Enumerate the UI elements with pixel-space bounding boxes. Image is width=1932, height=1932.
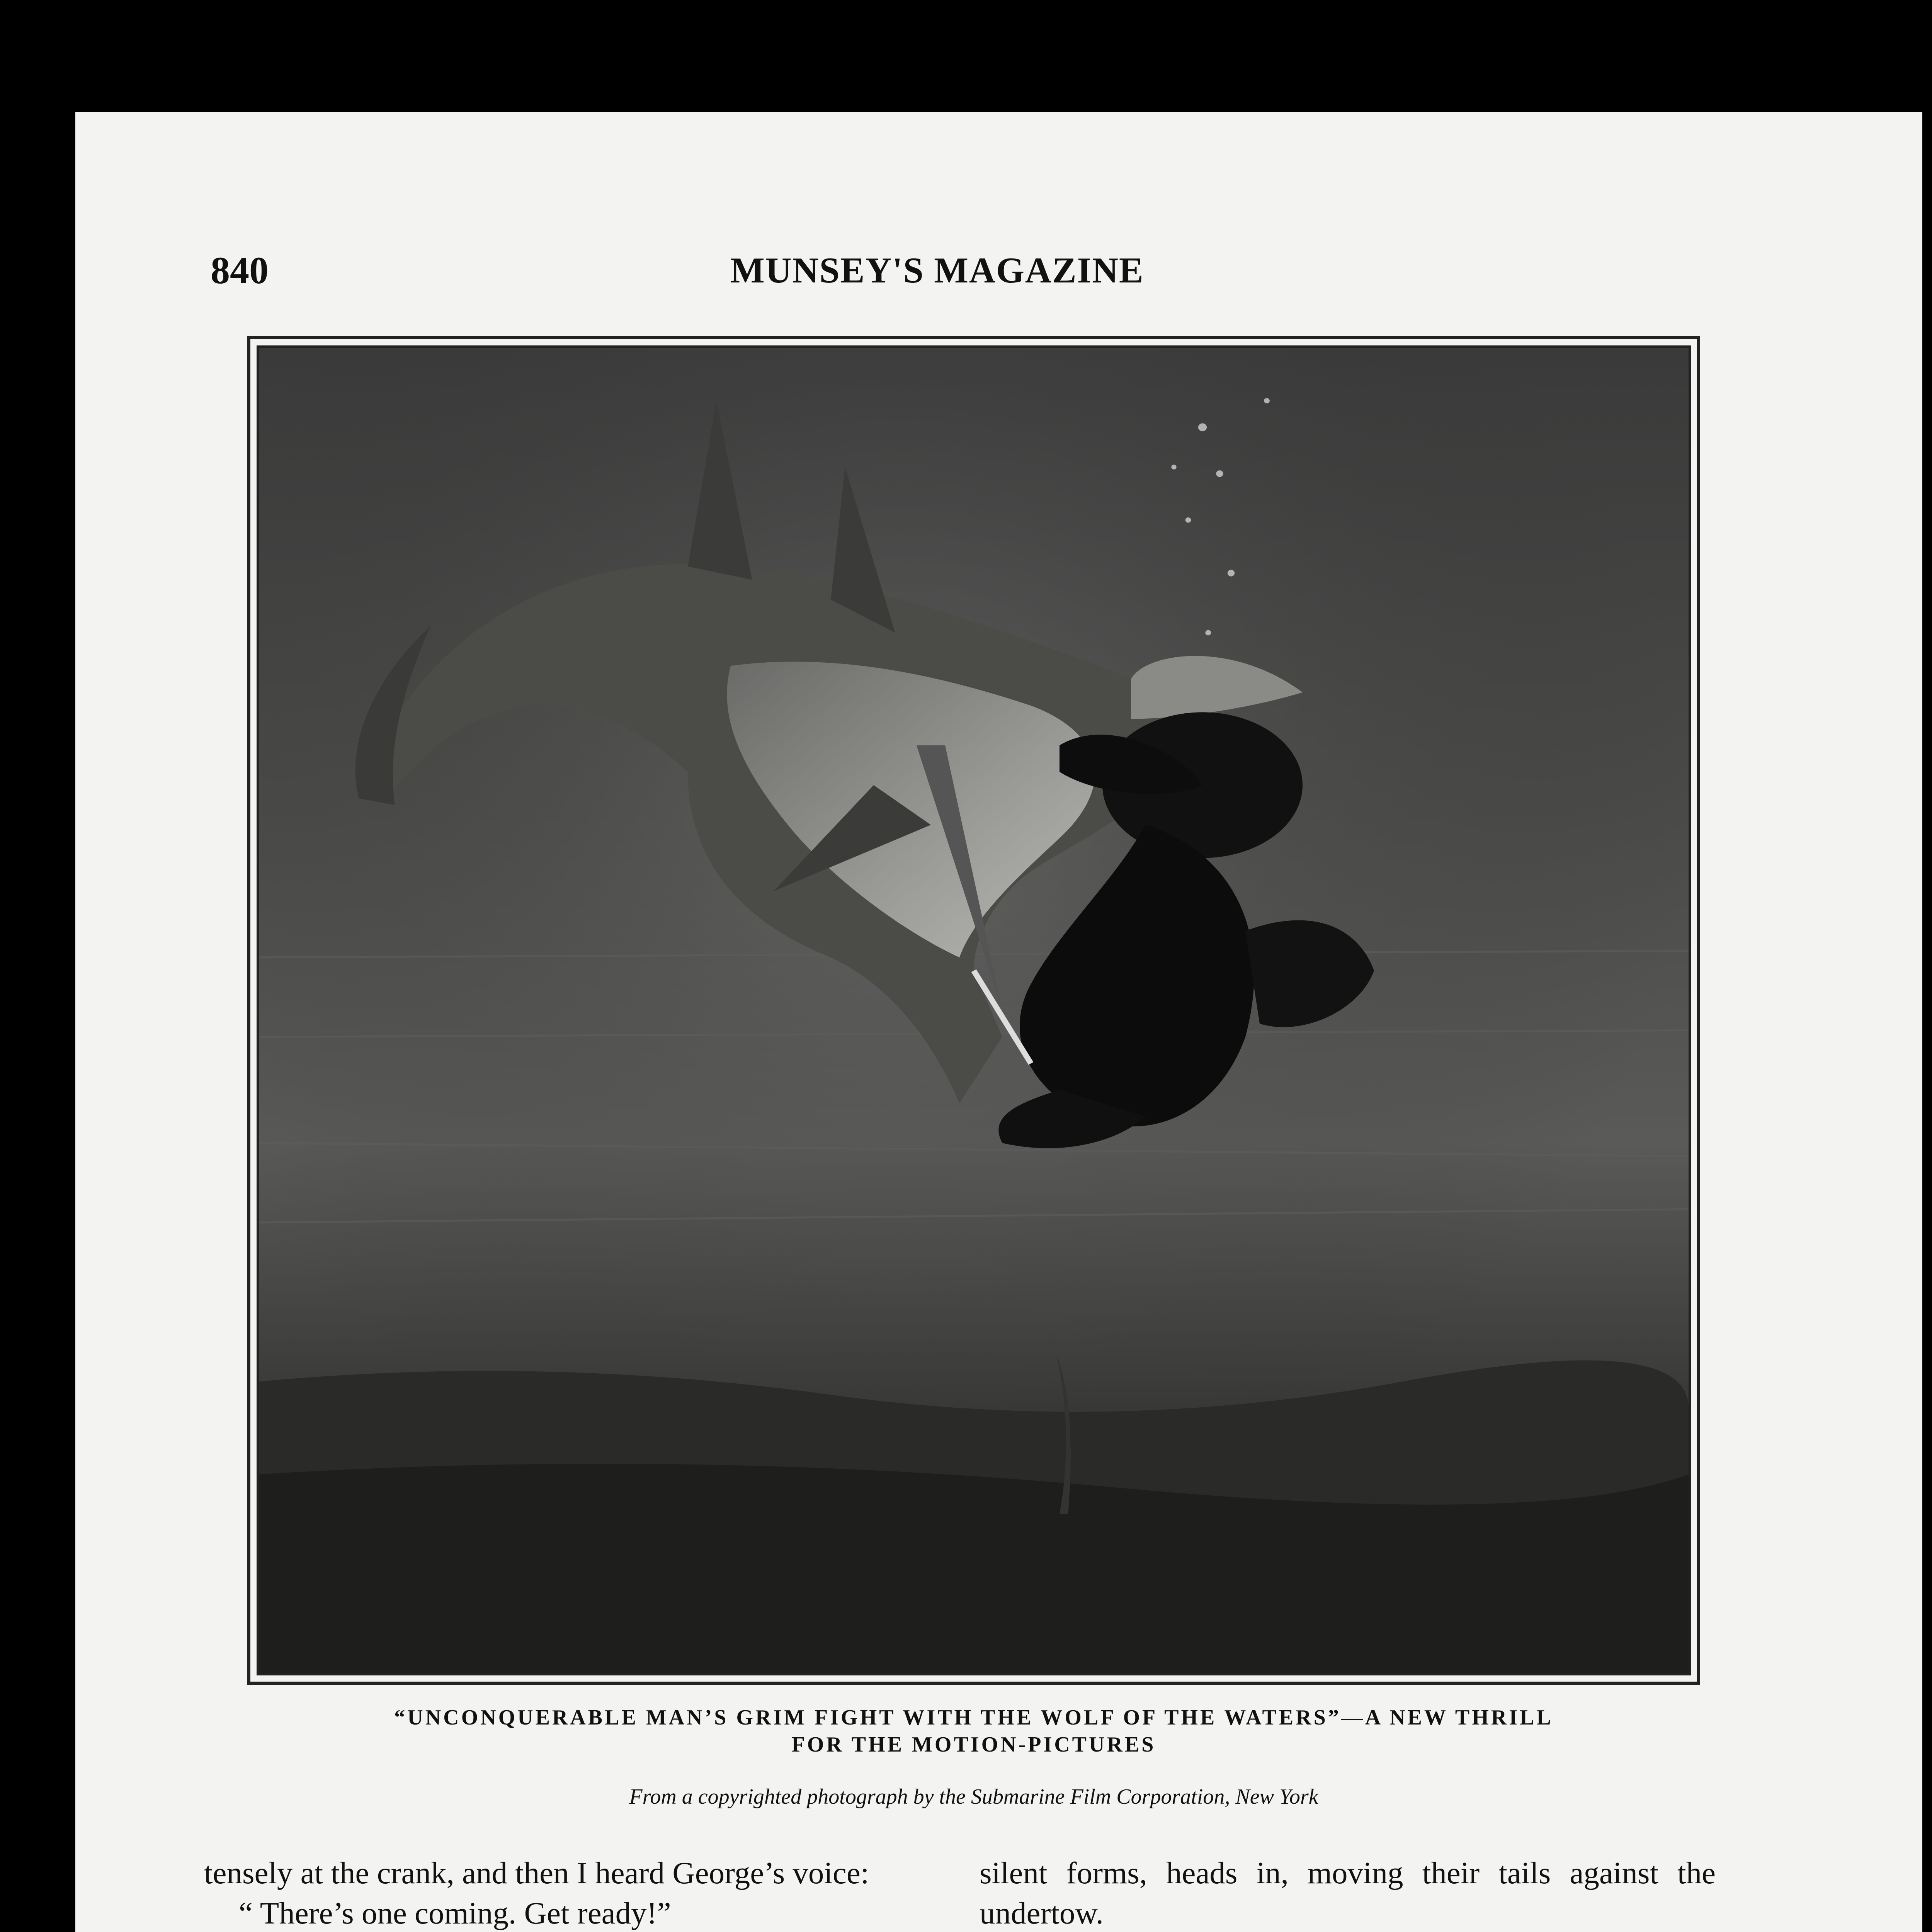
page-number: 840: [211, 249, 269, 292]
facing-page-shadow: [1926, 112, 1932, 1932]
illustration-caption-line-2: FOR THE MOTION-PICTURES: [791, 1733, 1156, 1757]
illustration-caption-line-1: “UNCONQUERABLE MAN’S GRIM FIGHT WITH THE WOLF OF THE WATERS”—A NEW THRILL: [394, 1706, 1553, 1730]
paragraph: “ There’s one coming. Get ready!”: [239, 1896, 671, 1930]
underwater-photo-icon: [259, 348, 1689, 1673]
shark-photograph: [257, 345, 1691, 1675]
photo-credit: From a copyrighted photograph by the Submarine Film Corporation, New York: [629, 1785, 1318, 1809]
illustration-frame: [247, 336, 1700, 1685]
paragraph: silent forms, heads in, moving their tails against the undertow.: [980, 1855, 1716, 1930]
paragraph: tensely at the crank, and then I heard George’s voice:: [204, 1855, 869, 1890]
running-title: MUNSEY'S MAGAZINE: [730, 250, 1144, 291]
text-column-left: [204, 1853, 940, 1932]
text-column-right: [980, 1853, 1716, 1932]
